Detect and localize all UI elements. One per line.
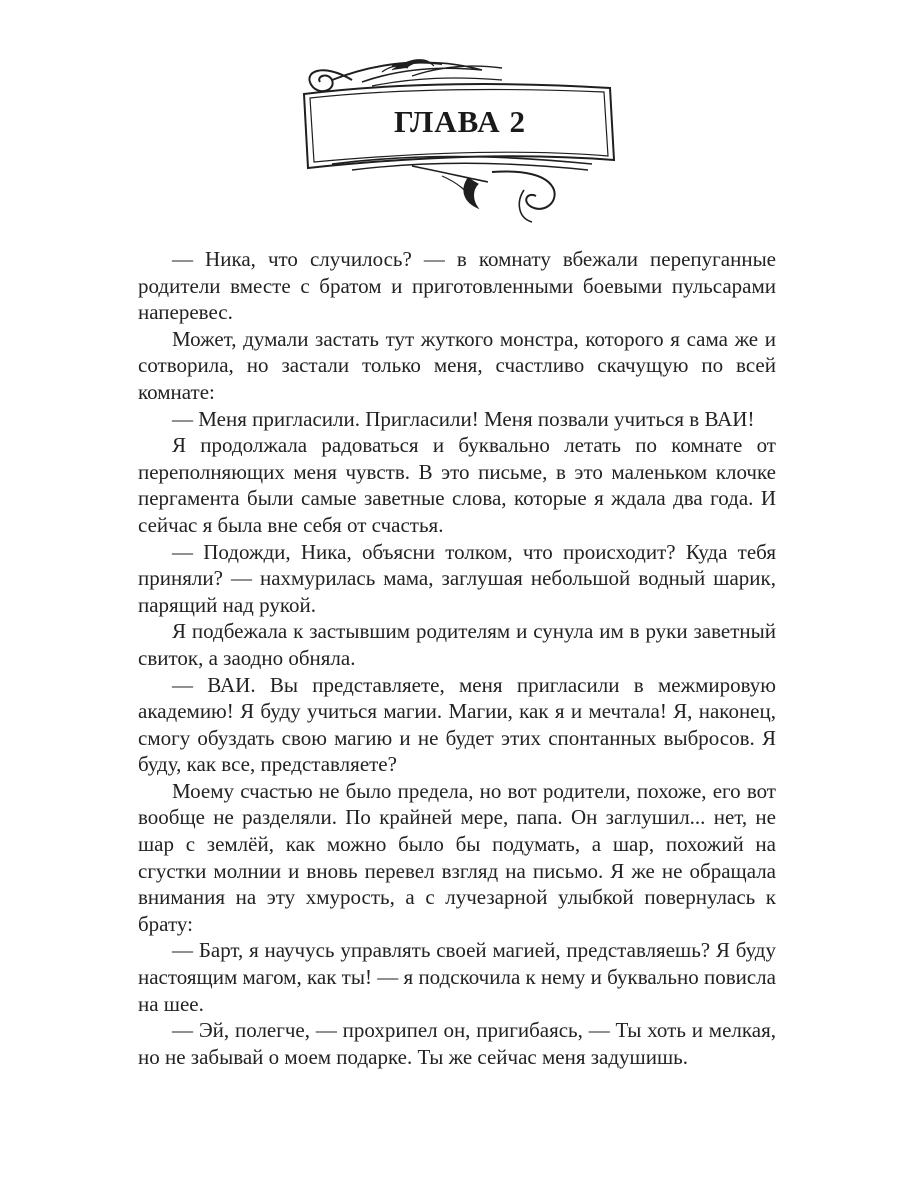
paragraph: — Меня пригласили. Пригласили! Меня позвали учиться в ВАИ!: [172, 406, 755, 431]
paragraph: Я подбежала к застывшим родителям и сунула им в руки заветный свиток, а заодно обняла.: [138, 619, 776, 670]
paragraph: — ВАИ. Вы представляете, меня пригласили в межмировую академию! Я буду учиться магии. Магии, как я и мечтала! Я, наконец, смогу обуздать свою магию и не будет этих спонтанных выбросов. Я буду, как все, представляете?: [138, 672, 776, 777]
paragraph: — Барт, я научусь управлять своей магией, представляешь? Я буду настоящим магом, как ты! — я подскочила к нему и буквально повисла на шее.: [138, 938, 776, 1016]
paragraph: — Эй, полегче, — прохрипел он, пригибаясь, — Ты хоть и мелкая, но не забывай о моем подарке. Ты же сейчас меня задушишь.: [138, 1018, 776, 1069]
paragraph: Моему счастью не было предела, но вот родители, похоже, его вот вообще не разделяли. По крайней мере, папа. Он заглушил... нет, не шар с землёй, как можно было бы подумать, а шар, похожий на сгустки молнии и вновь перевел взгляд на письмо. Я же не обращала внимания на эту хмурость, а с лучезарной улыбкой повернулась к брату:: [138, 778, 776, 936]
paragraph: — Ника, что случилось? — в комнату вбежали перепуганные родители вместе с братом и приготовленными боевыми пульсарами наперевес.: [138, 247, 776, 325]
paragraph: — Подожди, Ника, объясни толком, что происходит? Куда тебя приняли? — нахмурилась мама, заглушая небольшой водный шарик, парящий над рукой.: [138, 539, 776, 617]
chapter-banner: [292, 42, 628, 232]
paragraph: Может, думали застать тут жуткого монстра, которого я сама же и сотворила, но застали только меня, счастливо скачущую по всей комнате:: [138, 326, 776, 404]
chapter-title: ГЛАВА 2: [394, 104, 526, 139]
chapter-text: [138, 246, 776, 1070]
paragraph: Я продолжала радоваться и буквально летать по комнате от переполняющих меня чувств. В это письме, в это маленьком клочке пергамента были самые заветные слова, которые я ждала два года. И сейчас я была вне себя от счастья.: [138, 433, 776, 537]
